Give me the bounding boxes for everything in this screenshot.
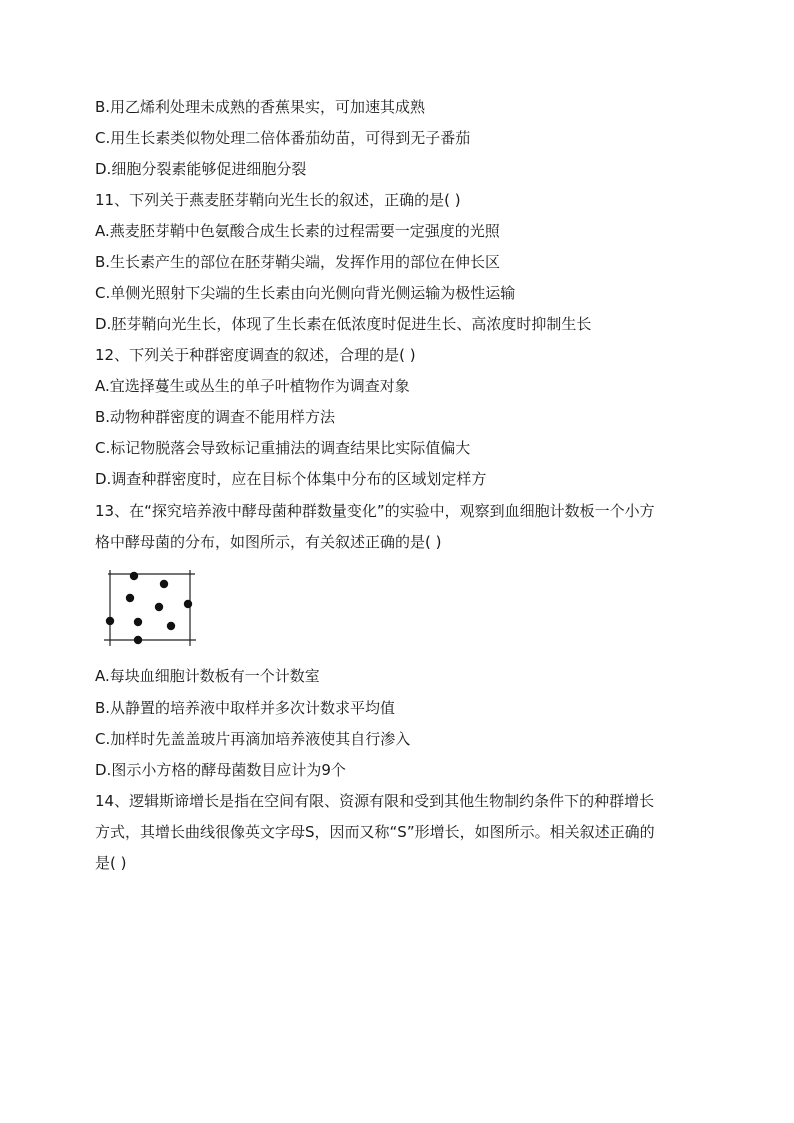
yeast-counting-grid-figure (100, 570, 200, 650)
q13-option-b: B.从静置的培养液中取样并多次计数求平均值 (95, 699, 396, 717)
yeast-cell (134, 618, 142, 626)
q10-option-c: C.用生长素类似物处理二倍体番茄幼苗，可得到无子番茄 (95, 129, 471, 147)
yeast-cell (134, 636, 142, 644)
yeast-cell (130, 572, 138, 580)
q13-option-d: D.图示小方格的酵母菌数目应计为9个 (95, 761, 346, 779)
yeast-cell (155, 603, 163, 611)
q13-option-a: A.每块血细胞计数板有一个计数室 (95, 667, 320, 685)
yeast-cell (160, 580, 168, 588)
q12-option-b: B.动物种群密度的调查不能用样方法 (95, 408, 336, 426)
q12-option-c: C.标记物脱落会导致标记重捕法的调查结果比实际值偏大 (95, 439, 471, 457)
q11-option-c: C.单侧光照射下尖端的生长素由向光侧向背光侧运输为极性运输 (95, 284, 516, 302)
q10-option-d: D.细胞分裂素能够促进细胞分裂 (95, 160, 307, 178)
q14-stem-line3: 是( ) (95, 854, 127, 872)
q11-stem: 11、下列关于燕麦胚芽鞘向光生长的叙述，正确的是( ) (95, 191, 461, 209)
yeast-cell (106, 617, 114, 625)
q13-stem-line1: 13、在“探究培养液中酵母菌种群数量变化”的实验中，观察到血细胞计数板一个小方 (95, 502, 655, 520)
q10-option-b: B.用乙烯利处理未成熟的香蕉果实，可加速其成熟 (95, 98, 426, 116)
grid-lines (104, 570, 196, 646)
q14-stem-line1: 14、逻辑斯谛增长是指在空间有限、资源有限和受到其他生物制约条件下的种群增长 (95, 792, 655, 810)
q11-option-b: B.生长素产生的部位在胚芽鞘尖端，发挥作用的部位在伸长区 (95, 253, 501, 271)
q13-option-c: C.加样时先盖盖玻片再滴加培养液使其自行渗入 (95, 730, 411, 748)
q12-option-a: A.宜选择蔓生或丛生的单子叶植物作为调查对象 (95, 377, 410, 395)
q11-option-d: D.胚芽鞘向光生长，体现了生长素在低浓度时促进生长、高浓度时抑制生长 (95, 315, 592, 333)
q13-stem-line2: 格中酵母菌的分布，如图所示，有关叙述正确的是( ) (95, 533, 442, 551)
q12-stem: 12、下列关于种群密度调查的叙述，合理的是( ) (95, 346, 416, 364)
yeast-cell (126, 594, 134, 602)
yeast-cell (184, 600, 192, 608)
q12-option-d: D.调查种群密度时，应在目标个体集中分布的区域划定样方 (95, 470, 487, 488)
q14-stem-line2: 方式，其增长曲线很像英文字母S，因而又称“S”形增长，如图所示。相关叙述正确的 (95, 823, 655, 841)
q11-option-a: A.燕麦胚芽鞘中色氨酸合成生长素的过程需要一定强度的光照 (95, 222, 500, 240)
yeast-cell (167, 622, 175, 630)
